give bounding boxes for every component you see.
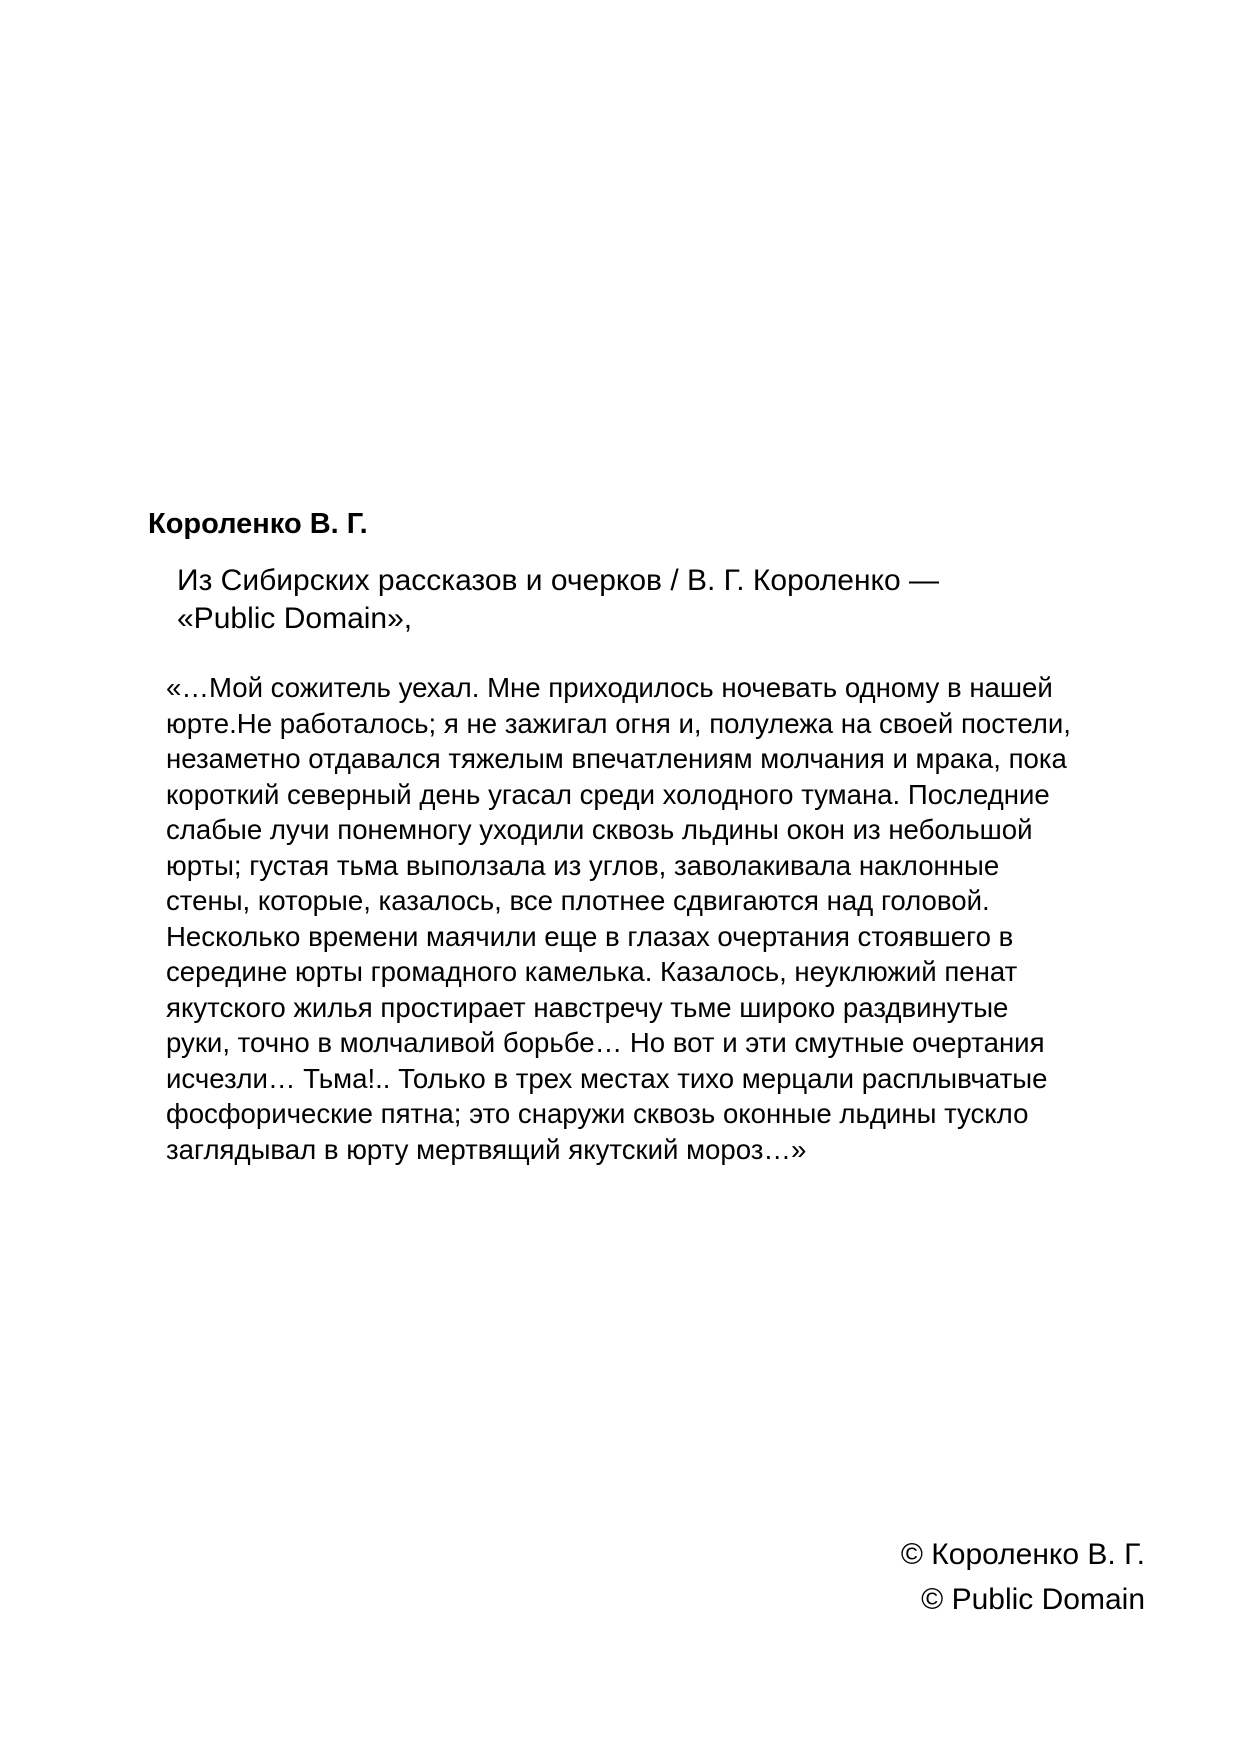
bibliographic-record — [177, 562, 1137, 638]
author-heading: Короленко В. Г. — [148, 508, 368, 540]
annotation-line: заглядывал в юрту мертвящий якутский мороз…» — [166, 1133, 807, 1165]
annotation-line: незаметно отдавался тяжелым впечатлениям молчания и мрака, пока — [166, 743, 1067, 774]
annotation-line: «…Мой сожитель уехал. Мне приходилось ночевать одному в нашей — [166, 672, 1053, 703]
annotation-line: короткий северный день угасал среди холодного тумана. Последние — [166, 778, 1050, 810]
annotation-line: Несколько времени маячили еще в глазах очертания стоявшего в — [166, 920, 1014, 952]
annotation-line: исчезли… Тьма!.. Только в трех местах тихо мерцали расплывчатые — [166, 1062, 1048, 1094]
annotation-paragraph — [166, 670, 1176, 1167]
annotation-line: якутского жилья простирает навстречу тьме широко раздвинутые — [166, 991, 1009, 1023]
copyright-public-domain: © Public Domain — [921, 1583, 1145, 1616]
copyright-block — [901, 1532, 1145, 1622]
bibliographic-title-line: Из Сибирских рассказов и очерков / В. Г. Короленко — — [177, 564, 940, 597]
annotation-line: стены, которые, казалось, все плотнее сдвигаются над головой. — [166, 885, 990, 916]
bibliographic-publisher-line: «Public Domain», — [177, 602, 413, 635]
annotation-line: юрте.Не работалось; я не зажигал огня и, полулежа на своей постели, — [166, 707, 1071, 739]
annotation-line: юрты; густая тьма выползала из углов, заволакивала наклонные — [166, 849, 1000, 881]
copyright-author: © Короленко В. Г. — [900, 1538, 1145, 1571]
annotation-line: фосфорические пятна; это снаружи сквозь оконные льдины тускло — [166, 1098, 1029, 1129]
annotation-line: середине юрты громадного камелька. Казалось, неуклюжий пенат — [166, 956, 1018, 987]
annotation-line: руки, точно в молчаливой борьбе… Но вот и эти смутные очертания — [166, 1027, 1045, 1058]
annotation-line: слабые лучи понемногу уходили сквозь льдины окон из небольшой — [166, 814, 1033, 845]
